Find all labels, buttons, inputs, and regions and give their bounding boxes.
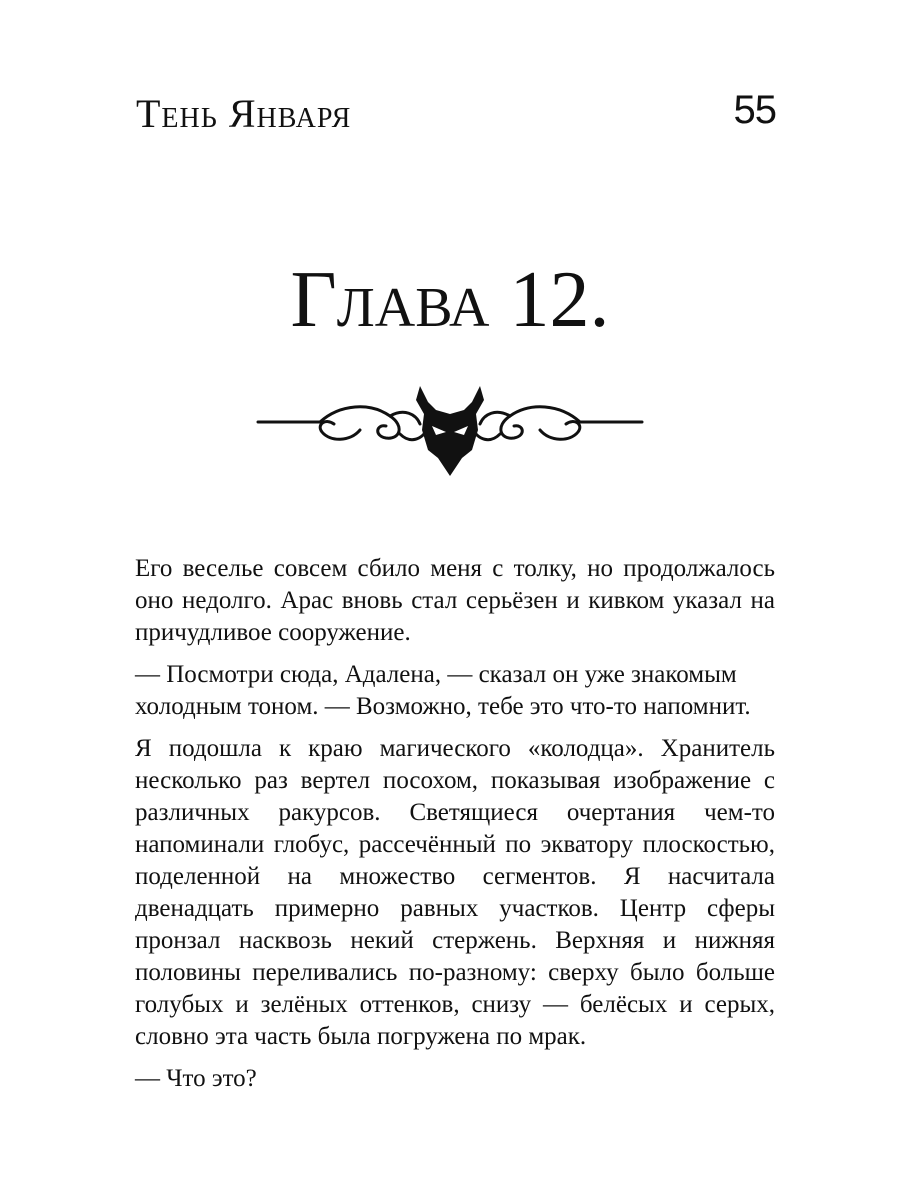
dialogue-line: — Что это? — [135, 1065, 257, 1092]
paragraph: Его веселье совсем сбило меня с толку, но продолжалось оно недолго. Арас вновь стал серьёзен и кивком указал на причудливое сооружение. — [135, 555, 775, 646]
chapter-heading: Глава 12. — [290, 256, 610, 344]
flourish-right — [472, 407, 642, 440]
ornament-svg — [250, 380, 650, 480]
flourish-left — [258, 407, 428, 440]
book-title: Тень Января — [136, 91, 352, 136]
page-number: 55 — [733, 88, 776, 132]
running-head — [136, 88, 776, 144]
body-text — [135, 553, 775, 1105]
paragraph: Я подошла к краю магического «колодца». Хранитель несколько раз вертел посохом, показывая изображение с различных ракурсов. Светящиеся очертания чем-то напоминали глобус, рассечённый по экватору плоскостью, поделенной на множество сегментов. Я насчитала двенадцать примерно равных участков. Центр сферы пронзал насквозь некий стержень. Верхняя и нижняя половины переливались по-разному: сверху было больше голубых и зелёных оттенков, снизу — белёсых и серых, словно эта часть была погружена по мрак. — [135, 735, 775, 1050]
demon-mask-flourish-icon — [250, 380, 650, 480]
demon-mask-icon — [416, 386, 484, 476]
dialogue-line: — Посмотри сюда, Адалена, — сказал он уже знакомым холодным тоном. — Возможно, тебе это что-то напомнит. — [135, 661, 751, 720]
